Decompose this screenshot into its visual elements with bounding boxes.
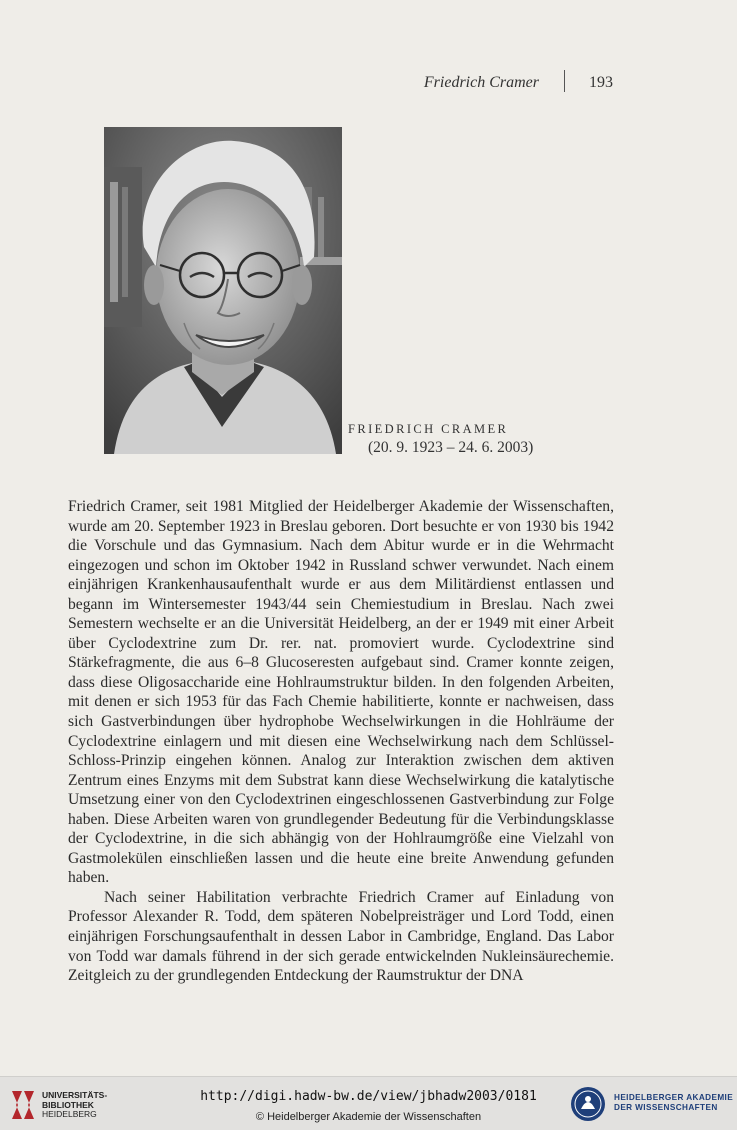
figure-caption-dates: (20. 9. 1923 – 24. 6. 2003) bbox=[368, 439, 534, 456]
academy-name bbox=[614, 1093, 733, 1113]
library-line-2: BIBLIOTHEK bbox=[42, 1099, 94, 1110]
portrait-photo bbox=[104, 127, 342, 454]
viewer-footer bbox=[0, 1076, 737, 1130]
academy-line-1: HEIDELBERGER AKADEMIE bbox=[614, 1093, 734, 1102]
running-title: Friedrich Cramer bbox=[423, 74, 539, 91]
paragraph-2: Nach seiner Habilitation verbrachte Friedrich Cramer auf Einladung von Professor Alexander R. Todd, dem späteren Nobelpreisträger und Lord Todd, einen einjährigen Forschungsaufenthalt in dessen Labor in Cambridge, England. Das Labor von Todd war damals führend in der sich gerade entwickelnden Nukleinsäurechemie. Zeitgleich zu der grundlegenden Entdeckung der Raumstruktur der DNA bbox=[68, 888, 614, 985]
page-number: 193 bbox=[589, 74, 613, 91]
paragraph-1: Friedrich Cramer, seit 1981 Mitglied der Heidelberger Akademie der Wissenschaften, wurde am 20. September 1923 in Breslau geboren. Dort besuchte er von 1930 bis 1942 die Vorschule und das Gymnasium. Nach dem Abitur wurde er in die Wehrmacht eingezogen und schon im Oktober 1942 in Russland schwer verwundet. Nach einem einjährigen Krankenhausaufenthalt wurde er aus dem Militärdienst entlassen und begann im Wintersemester 1943/44 sein Chemiestudium in Breslau. Nach zwei Semestern wechselte er an die Universität Heidelberg, an der er 1949 mit einer Arbeit über Cyclodextrine zum Dr. rer. nat. promoviert wurde. Cyclodextrine sind Stärkefragmente, die aus 6–8 Glucoseresten aufgebaut sind. Cramer konnte zeigen, dass diese Oligosaccharide eine Hohlraumstruktur bilden. In den folgenden Arbeiten, mit denen er sich 1953 für das Fach Chemie habilitierte, konnte er nachweisen, dass sich Gastverbindungen über hydrophobe Wechselwirkungen in die Hohlräume der Cyclodextrine einlagern und mit diesen eine Wechselwirkung nach dem Schlüssel-Schloss-Prinzip eingehen können. Analog zur Interaktion zwischen dem aktiven Zentrum eines Enzyms mit dem Substrat kann diese Wechselwirkung die katalytische Umsetzung einer von den Cyclodextrinen eingeschlossenen Gastverbindung zur Folge haben. Diese Arbeiten waren von grundlegender Bedeutung für die Verbindungsklasse der Cyclodextrine, in die sich abhängig von der Hohlraumgröße eine Vielzahl von Gastmolekülen einschließen lassen und die heute eine breite Anwendung gefunden haben. bbox=[68, 498, 614, 887]
library-line-1: UNIVERSITÄTS- bbox=[42, 1090, 108, 1100]
article-body bbox=[68, 497, 614, 986]
portrait-illustration bbox=[104, 127, 342, 454]
header-divider bbox=[564, 70, 565, 92]
page-url-link[interactable]: http://digi.hadw-bw.de/view/jbhadw2003/0181 bbox=[200, 1089, 537, 1104]
copyright-notice: © Heidelberger Akademie der Wissenschaften bbox=[255, 1111, 482, 1123]
academy-line-2: DER WISSENSCHAFTEN bbox=[614, 1103, 718, 1112]
figure-caption-name: FRIEDRICH CRAMER bbox=[348, 422, 509, 436]
library-line-3: HEIDELBERG bbox=[42, 1109, 97, 1119]
page-header bbox=[0, 70, 737, 100]
hadw-seal-icon[interactable] bbox=[569, 1085, 607, 1123]
